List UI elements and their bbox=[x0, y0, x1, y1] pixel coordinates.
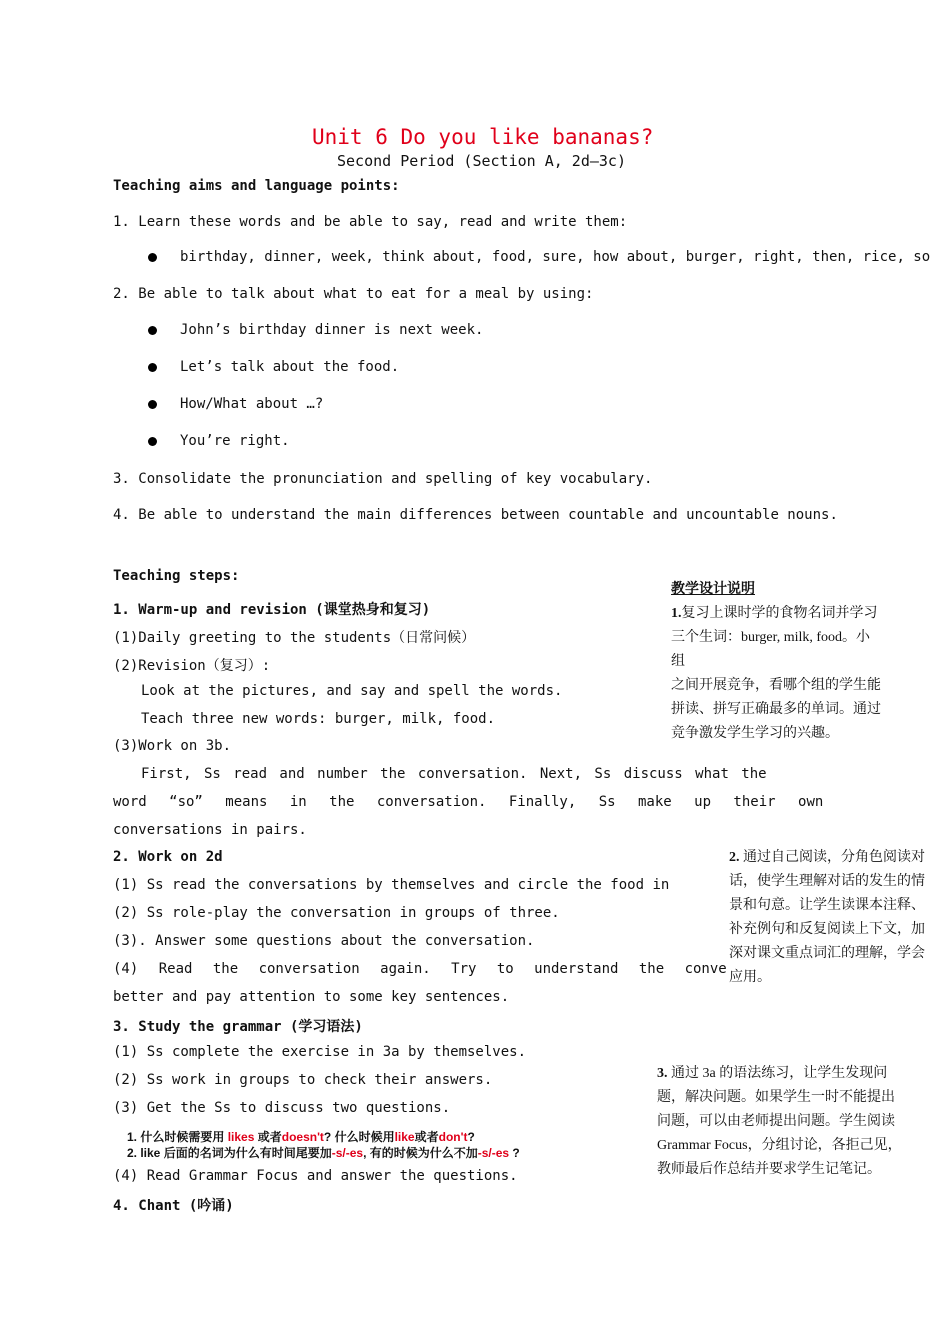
note-line: 深对课文重点词汇的理解，学会 bbox=[729, 946, 925, 961]
question-text: ? bbox=[467, 1130, 475, 1144]
aim-sentence: You’re right. bbox=[180, 433, 290, 449]
note-line: 复习上课时学的食物名词并学习 bbox=[681, 606, 878, 621]
note-line: 题，解决问题。如果学生一时不能提出 bbox=[657, 1090, 895, 1105]
step2-heading: 2. Work on 2d bbox=[113, 849, 223, 865]
aim-sentence: How/What about …? bbox=[180, 396, 324, 412]
step3-line: (1) Ss complete the exercise in 3a by themselves. bbox=[113, 1044, 527, 1060]
design-notes-1 bbox=[671, 578, 881, 746]
page-title: Unit 6 Do you like bananas? bbox=[312, 125, 654, 149]
bullet-icon bbox=[148, 326, 157, 335]
step3-line: (3) Get the Ss to discuss two questions. bbox=[113, 1100, 451, 1116]
note-number: 3. bbox=[657, 1066, 668, 1081]
step2-line: (4) Read the conversation again. Try to understand the conve bbox=[113, 961, 727, 977]
keyword: don't bbox=[438, 1130, 468, 1144]
note-line: 之间开展竞争，看哪个组的学生能 bbox=[671, 678, 881, 693]
bullet-icon bbox=[148, 400, 157, 409]
keyword: -s/-es bbox=[331, 1146, 364, 1160]
question-text: 1. 什么时候需要用 bbox=[127, 1130, 228, 1144]
note-line: 拼读、拼写正确最多的单词。通过 bbox=[671, 702, 881, 717]
step1-line: (2)Revision（复习）: bbox=[113, 658, 271, 674]
step1-line: word “so” means in the conversation. Finally, Ss make up their own bbox=[113, 794, 824, 810]
step2-line: (3). Answer some questions about the conversation. bbox=[113, 933, 535, 949]
design-notes-3 bbox=[657, 1062, 917, 1182]
question-text: 或者 bbox=[414, 1130, 439, 1144]
aim-item-2: 2. Be able to talk about what to eat for a meal by using: bbox=[113, 286, 594, 302]
bullet-icon bbox=[148, 437, 157, 446]
grammar-question-1 bbox=[127, 1128, 475, 1145]
step1-line: conversations in pairs. bbox=[113, 822, 307, 838]
step1-line: (1)Daily greeting to the students（日常问候） bbox=[113, 630, 476, 646]
step3-line: (2) Ss work in groups to check their answers. bbox=[113, 1072, 493, 1088]
step2-line: better and pay attention to some key sentences. bbox=[113, 989, 510, 1005]
note-line: 补充例句和反复阅读上下文，加 bbox=[729, 922, 925, 937]
note-line: 应用。 bbox=[729, 970, 771, 985]
aim-item-1: 1. Learn these words and be able to say, read and write them: bbox=[113, 214, 628, 230]
step1-line: Look at the pictures, and say and spell the words. bbox=[141, 683, 563, 699]
question-text: 2. like 后面的名词为什么有时间尾要加 bbox=[127, 1146, 332, 1160]
question-text: ? 什么时候用 bbox=[323, 1130, 395, 1144]
note-line: 话，使学生理解对话的发生的情 bbox=[729, 874, 925, 889]
note-line: 问题，可以由老师提出问题。学生阅读 bbox=[657, 1114, 895, 1129]
note-number: 2. bbox=[729, 850, 740, 865]
step3-line: (4) Read Grammar Focus and answer the questions. bbox=[113, 1168, 518, 1184]
keyword: like bbox=[394, 1130, 415, 1144]
aim-sentence: John’s birthday dinner is next week. bbox=[180, 322, 484, 338]
aim-item-4: 4. Be able to understand the main differences between countable and uncountable nouns. bbox=[113, 507, 838, 523]
step1-line: First, Ss read and number the conversation. Next, Ss discuss what the bbox=[141, 766, 767, 782]
note-line: 教师最后作总结并要求学生记笔记。 bbox=[657, 1162, 881, 1177]
keyword: -s/-es bbox=[477, 1146, 510, 1160]
aim-item-3: 3. Consolidate the pronunciation and spelling of key vocabulary. bbox=[113, 471, 653, 487]
aim-sentence: Let’s talk about the food. bbox=[180, 359, 400, 375]
bullet-icon bbox=[148, 363, 157, 372]
aim-item-1-words: birthday, dinner, week, think about, food, sure, how about, burger, right, then, rice, so bbox=[180, 249, 931, 265]
keyword: likes bbox=[227, 1130, 255, 1144]
keyword: doesn't bbox=[281, 1130, 324, 1144]
step4-heading: 4. Chant (吟诵) bbox=[113, 1198, 234, 1214]
grammar-question-2 bbox=[127, 1144, 520, 1161]
note-line: 通过 3a 的语法练习，让学生发现问 bbox=[667, 1066, 888, 1081]
note-line: 通过自己阅读，分角色阅读对 bbox=[739, 850, 925, 865]
step3-heading: 3. Study the grammar (学习语法) bbox=[113, 1019, 363, 1035]
aims-heading: Teaching aims and language points: bbox=[113, 178, 400, 194]
step2-line: (1) Ss read the conversations by themselves and circle the food in bbox=[113, 877, 670, 893]
step1-line: Teach three new words: burger, milk, food. bbox=[141, 711, 496, 727]
notes-heading: 教学设计说明 bbox=[671, 582, 755, 597]
note-number: 1. bbox=[671, 606, 682, 621]
bullet-icon bbox=[148, 253, 157, 262]
note-line: 景和句意。让学生读课本注释、 bbox=[729, 898, 925, 913]
steps-heading: Teaching steps: bbox=[113, 568, 240, 584]
step1-line: (3)Work on 3b. bbox=[113, 738, 232, 754]
question-text: 或者 bbox=[254, 1130, 282, 1144]
design-notes-2 bbox=[729, 846, 944, 990]
note-line: Grammar Focus，分组讨论，各拒己见， bbox=[657, 1138, 902, 1153]
question-text: , 有的时候为什么不加 bbox=[363, 1146, 478, 1160]
step1-heading: 1. Warm-up and revision (课堂热身和复习) bbox=[113, 602, 431, 618]
note-line: 三个生词：burger, milk, food。小组 bbox=[671, 630, 871, 669]
note-line: 竞争激发学生学习的兴趣。 bbox=[671, 726, 839, 741]
page-subtitle: Second Period (Section A, 2d‒3c) bbox=[337, 152, 626, 170]
question-text: ? bbox=[509, 1146, 520, 1160]
step2-line: (2) Ss role-play the conversation in groups of three. bbox=[113, 905, 560, 921]
